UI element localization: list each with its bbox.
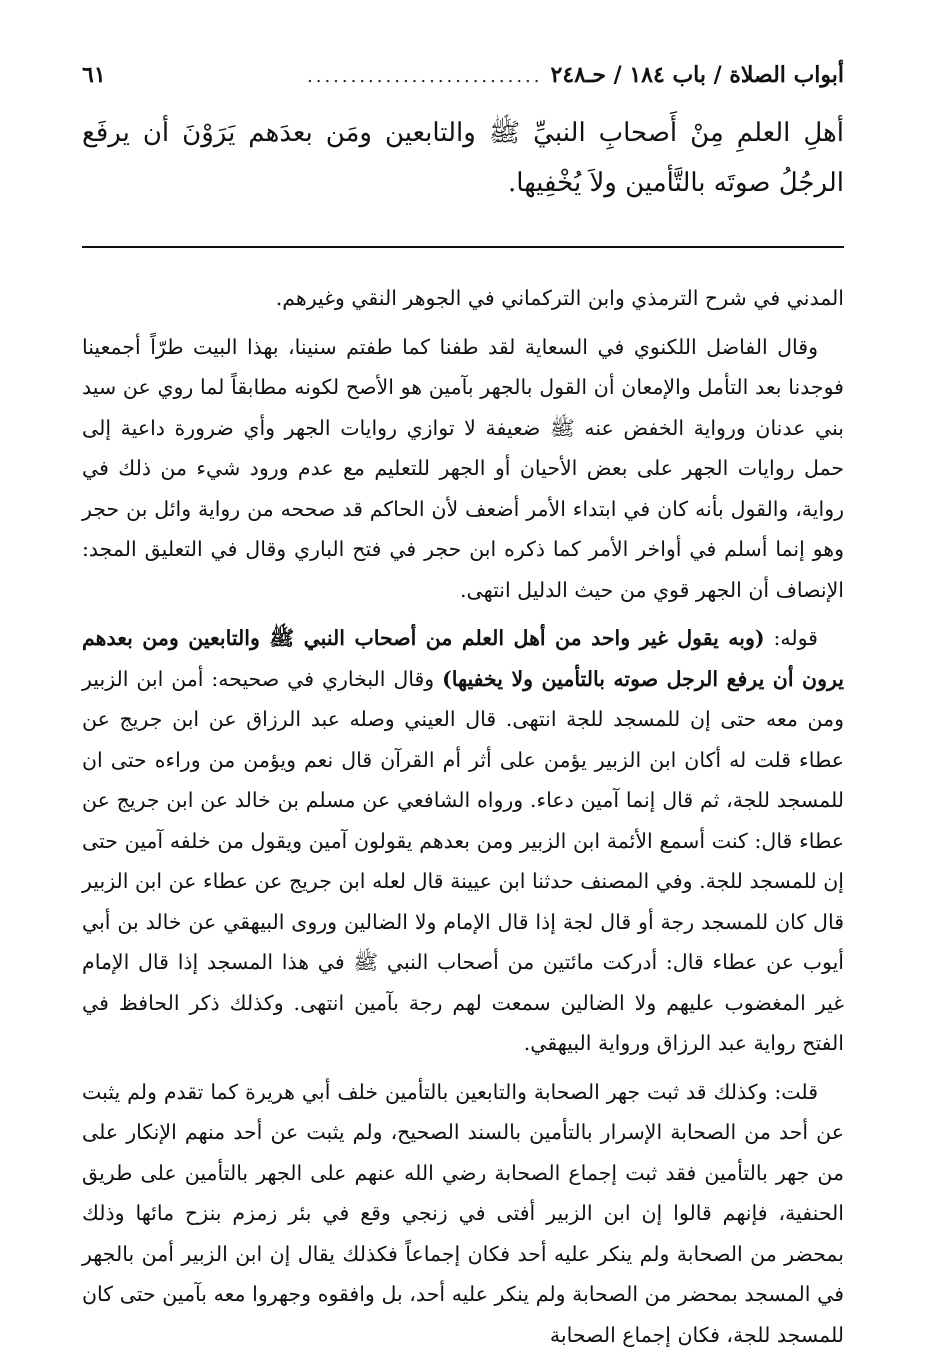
commentary-paragraph-1: المدني في شرح الترمذي وابن التركماني في الجوهر النقي وغيرهم.	[275, 286, 844, 310]
commentary-continuation: وقال البخاري في صحيحه: أمن ابن الزبير ومن معه حتى إن للمسجد للجة انتهى. قال العيني وصله عبد الرزاق عن ابن جريج عن عطاء قلت له أكان ابن الزبير يؤمن على أثر أم القرآن قال نعم ويؤمن من وراءه حتى ان للمسجد للجة، ثم قال إنما آمين دعاء. ورواه الشافعي عن مسلم بن خالد عن ابن جريج عن عطاء قال: كنت أسمع الأئمة ابن الزبير ومن بعدهم يقولون آمين ويقول من خلفه آمين حتى إن للمسجد للجة. وفي المصنف حدثنا ابن عيينة قال لعله ابن جريج عن عطاء عن ابن الزبير قال كان للمسجد رجة أو قال لجة إذا قال الإمام ولا الضالين وروى البيهقي عن خالد بن أبي أيوب عن عطاء قال: أدركت مائتين من أصحاب النبي ﷺ في هذا المسجد إذا قال الإمام غير المغضوب عليهم ولا الضالين سمعت لهم رجة بآمين انتهى. وكذلك ذكر الحافظ في الفتح رواية عبد الرزاق ورواية البيهقي.	[82, 666, 844, 1055]
quoted-text: (وبه يقول غير واحد من أهل العلم من أصحاب النبي ﷺ والتابعين ومن بعدهم يرون أن يرفع الرجل صوته بالتأمين ولا يخفيها)	[82, 626, 844, 691]
page-header	[82, 62, 844, 102]
separator-line	[82, 246, 844, 248]
commentary-paragraph-2: وقال الفاضل اللكنوي في السعاية لقد طفنا كما طفتم سنينا، بهذا البيت طرّاً أجمعينا فوجدنا بعد التأمل والإمعان أن القول بالجهر بآمين هو الأصح لكونه مطابقاً لما روي عن سيد بني عدنان ورواية الخفض عنه ﷺ ضعيفة لا توازي روايات الجهر وأي ضرورة داعية إلى حمل روايات الجهر على بعض الأحيان أو الجهر للتعليم مع عدم ورود شيء من ذلك في رواية، والقول بأنه كان في ابتداء الأمر أضعف لأن الحاكم قد صححه من رواية وائل بن حجر وهو إنما أسلم في أواخر الأمر كما ذكره ابن حجر في فتح الباري وقال في التعليق المجد: الإنصاف أن الجهر قوي من حيث الدليل انتهى.	[82, 334, 844, 602]
commentary-paragraph-4: قلت: وكذلك قد ثبت جهر الصحابة والتابعين بالتأمين خلف أبي هريرة كما تقدم ولم يثبت عن أحد من الصحابة الإسرار بالتأمين بالسند الصحيح، ولم يثبت عن أحد منهم الإنكار على من جهر بالتأمين فقد ثبت إجماع الصحابة رضي الله عنهم على الجهر بالتأمين على طريق الحنفية، فإنهم قالوا إن ابن الزبير أفتى في زنجي وقع في بئر زمزم بنزح مائها وذلك بمحضر من الصحابة ولم ينكر عليه أحد فكان إجماعاً فكذلك يقال إن ابن الزبير أمن بالجهر في المسجد بمحضر من الصحابة ولم ينكر عليه أحد، بل وافقوه وجهروا معه بآمين حتى كان للمسجد للجة، فكان إجماع الصحابة	[82, 1079, 844, 1347]
leader-dots: ...........................	[307, 66, 543, 87]
running-title: أبواب الصلاة / باب ١٨٤ / حـ٢٤٨	[550, 62, 844, 88]
commentary-lead: قوله:	[764, 626, 818, 650]
page-number: ٦١	[82, 62, 106, 88]
commentary-paragraph-3	[82, 618, 844, 1064]
hadith-text: أهلِ العلمِ مِنْ أَصحابِ النبيِّ ﷺ والتابعين ومَن بعدَهم يَرَوْنَ أن يرفَع الرجُلُ صوتَه بالتَّأمين ولاَ يُخْفِيها.	[82, 118, 844, 198]
commentary	[82, 278, 844, 1355]
